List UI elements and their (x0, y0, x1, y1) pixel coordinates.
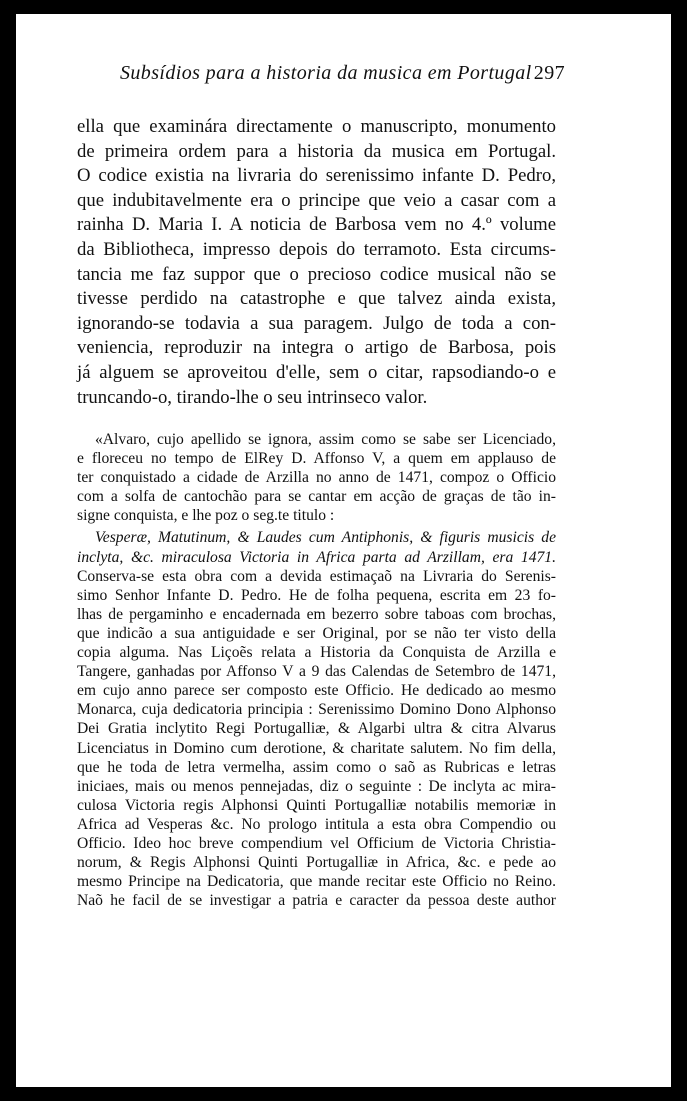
quote-line: Tangere, ganhadas por Affonso V a 9 das Calendas de Setembro de 1471, (77, 663, 556, 681)
quote-line: copia alguma. Nas Liçoẽs relata a Historia da Conquista de Arzilla e (77, 644, 556, 662)
page-header (120, 62, 565, 85)
page-number: 297 (533, 62, 565, 84)
quote-line: com a solfa de cantochão para se cantar em acção de graças de tão in- (77, 488, 556, 506)
quote-line: ter conquistado a cidade de Arzilla no anno de 1471, compoz o Officio (77, 469, 556, 487)
quote-line: em cujo anno parece ser composto este Officio. He dedicado ao mesmo (77, 682, 556, 700)
quote-line: Licenciatus in Domino cum derotione, & charitate salutem. No fim della, (77, 739, 556, 757)
text-line: da Bibliotheca, impresso depois do terramoto. Esta circums- (77, 238, 556, 260)
quote-line: mesmo Principe na Dedicatoria, que mande recitar este Officio no Reino. (77, 873, 556, 891)
quote-line: lhas de pergaminho e encadernada em bezerro sobre taboas com brochas, (77, 605, 556, 623)
quote-line: «Alvaro, cujo apellido se ignora, assim como se sabe ser Licenciado, (95, 431, 556, 448)
quote-line: que he toda de letra vermelha, assim como o saõ as Rubricas e letras (77, 758, 556, 776)
quote-line: signe conquista, e lhe poz o seg.te titulo : (77, 507, 335, 525)
text-line: veniencia, reproduzir na integra o artigo de Barbosa, pois (77, 337, 556, 359)
quote-line: culosa Victoria regis Alphonsi Quinti Portugalliæ notabilis memoriæ in (77, 796, 556, 814)
text-line: ella que examinára directamente o manuscripto, monumento (77, 116, 556, 137)
text-line: tivesse perdido na catastrophe e que talvez ainda exista, (77, 288, 556, 310)
text-line: truncando-o, tirando-lhe o seu intrinseco valor. (77, 386, 428, 408)
quote-line: Conserva-se esta obra com a devida estimaçaõ na Livraria do Serenis- (77, 567, 556, 585)
text-line: de primeira ordem para a historia da musica em Portugal. (77, 140, 556, 162)
quote-line: e floreceu no tempo de ElRey D. Affonso V, a quem em applauso de (77, 450, 556, 468)
text-line: que indubitavelmente era o principe que veio a casar com a (77, 189, 556, 211)
quote-line: que indicão a sua antiguidade e ser Original, por se não ter visto della (77, 624, 556, 642)
quote-line: Officio. Ideo hoc breve compendium vel Officium de Victoria Christia- (77, 834, 556, 852)
quote-line: Vesperæ, Matutinum, & Laudes cum Antiphonis, & figuris musicis de (95, 529, 556, 547)
quote-line: inclyta, &c. miraculosa Victoria in Africa parta ad Arzillam, era 1471. (77, 548, 556, 566)
quote-line: Africa ad Vesperas &c. No prologo intitula a esta obra Compendio ou (77, 815, 556, 833)
quoted-article (77, 430, 556, 910)
quote-line: iniciaes, mais ou menos pennejadas, diz o seguinte : De inclyta ac mira- (77, 777, 556, 795)
quote-line: norum, & Regis Alphonsi Quinti Portugalliæ in Africa, &c. e pede ao (77, 854, 556, 872)
text-line: O codice existia na livraria do serenissimo infante D. Pedro, (77, 165, 556, 187)
running-title: Subsídios para a historia da musica em Portugal (120, 62, 532, 84)
quote-line: Dei Gratia inclytito Regi Portugalliæ, & Algarbi ultra & citra Alvarus (77, 720, 556, 738)
main-paragraph (77, 115, 556, 410)
text-line: já alguem se aproveitou d'elle, sem o citar, rapsodiando-o e (77, 361, 556, 383)
quote-line: Naõ he facil de se investigar a patria e caracter da pessoa deste author (77, 892, 556, 910)
text-line: tancia me faz suppor que o precioso codice musical não se (77, 263, 556, 285)
text-line: rainha D. Maria I. A noticia de Barbosa vem no 4.º volume (77, 214, 556, 236)
text-line: ignorando-se todavia a sua paragem. Julgo de toda a con- (77, 312, 556, 334)
quote-line: simo Senhor Infante D. Pedro. He de folha pequena, escrita em 23 fo- (77, 586, 556, 604)
quote-line: Monarca, cuja dedicatoria principia : Serenissimo Domino Dono Alphonso (77, 701, 556, 719)
